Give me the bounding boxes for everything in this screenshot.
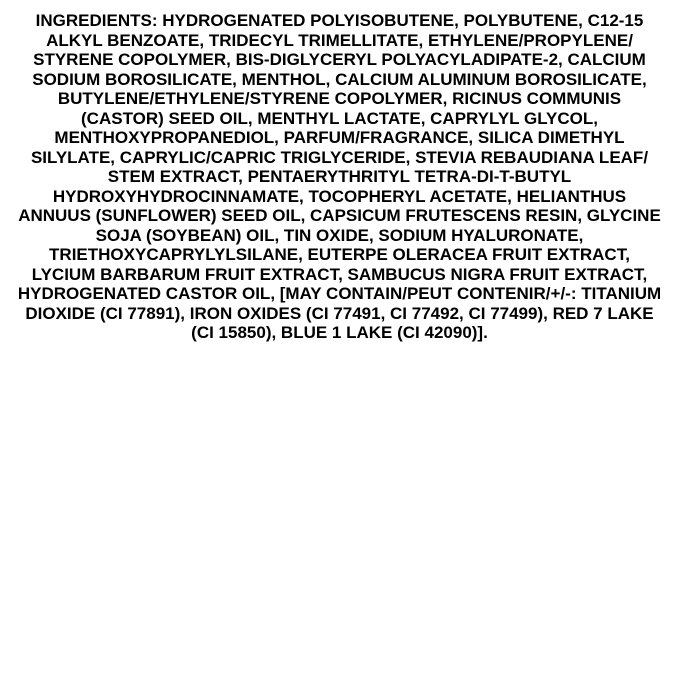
ingredients-line: SODIUM BOROSILICATE, MENTHOL, CALCIUM ALUMINUM BOROSILICATE, — [32, 69, 647, 89]
ingredients-line: (CASTOR) SEED OIL, MENTHYL LACTATE, CAPRYLYL GLYCOL, — [81, 108, 598, 128]
ingredients-line: BUTYLENE/ETHYLENE/STYRENE COPOLYMER, RICINUS COMMUNIS — [57, 89, 622, 108]
ingredients-line: (CI 15850), BLUE 1 LAKE (CI 42090)]. — [191, 323, 488, 342]
ingredients-line: TRIETHOXYCAPRYLYLSILANE, EUTERPE OLERACEA FRUIT EXTRACT, — [49, 245, 630, 264]
ingredients-line: HYDROGENATED CASTOR OIL, [MAY CONTAIN/PEUT CONTENIR/+/-: TITANIUM — [17, 284, 662, 303]
ingredients-line: MENTHOXYPROPANEDIOL, PARFUM/FRAGRANCE, SILICA DIMETHYL — [54, 128, 625, 147]
ingredients-line: SILYLATE, CAPRYLIC/CAPRIC TRIGLYCERIDE, STEVIA REBAUDIANA LEAF/ — [30, 147, 649, 167]
ingredients-line: INGREDIENTS: HYDROGENATED POLYISOBUTENE, POLYBUTENE, C12-15 — [35, 11, 644, 30]
ingredients-line: STYRENE COPOLYMER, BIS-DIGLYCERYL POLYACYLADIPATE-2, CALCIUM — [33, 50, 646, 69]
ingredients-line: STEM EXTRACT, PENTAERYTHRITYL TETRA-DI-T-BUTYL — [107, 167, 572, 186]
ingredients-line: ANNUUS (SUNFLOWER) SEED OIL, CAPSICUM FRUTESCENS RESIN, GLYCINE — [18, 206, 661, 225]
ingredients-line: ALKYL BENZOATE, TRIDECYL TRIMELLITATE, ETHYLENE/PROPYLENE/ — [46, 30, 633, 50]
ingredients-line: HYDROXYHYDROCINNAMATE, TOCOPHERYL ACETATE, HELIANTHUS — [52, 186, 627, 206]
ingredients-line: DIOXIDE (CI 77891), IRON OXIDES (CI 77491, CI 77492, CI 77499), RED 7 LAKE — [25, 303, 654, 323]
ingredients-line: LYCIUM BARBARUM FRUIT EXTRACT, SAMBUCUS NIGRA FRUIT EXTRACT, — [31, 264, 648, 284]
ingredients-line: SOJA (SOYBEAN) OIL, TIN OXIDE, SODIUM HYALURONATE, — [95, 225, 584, 245]
